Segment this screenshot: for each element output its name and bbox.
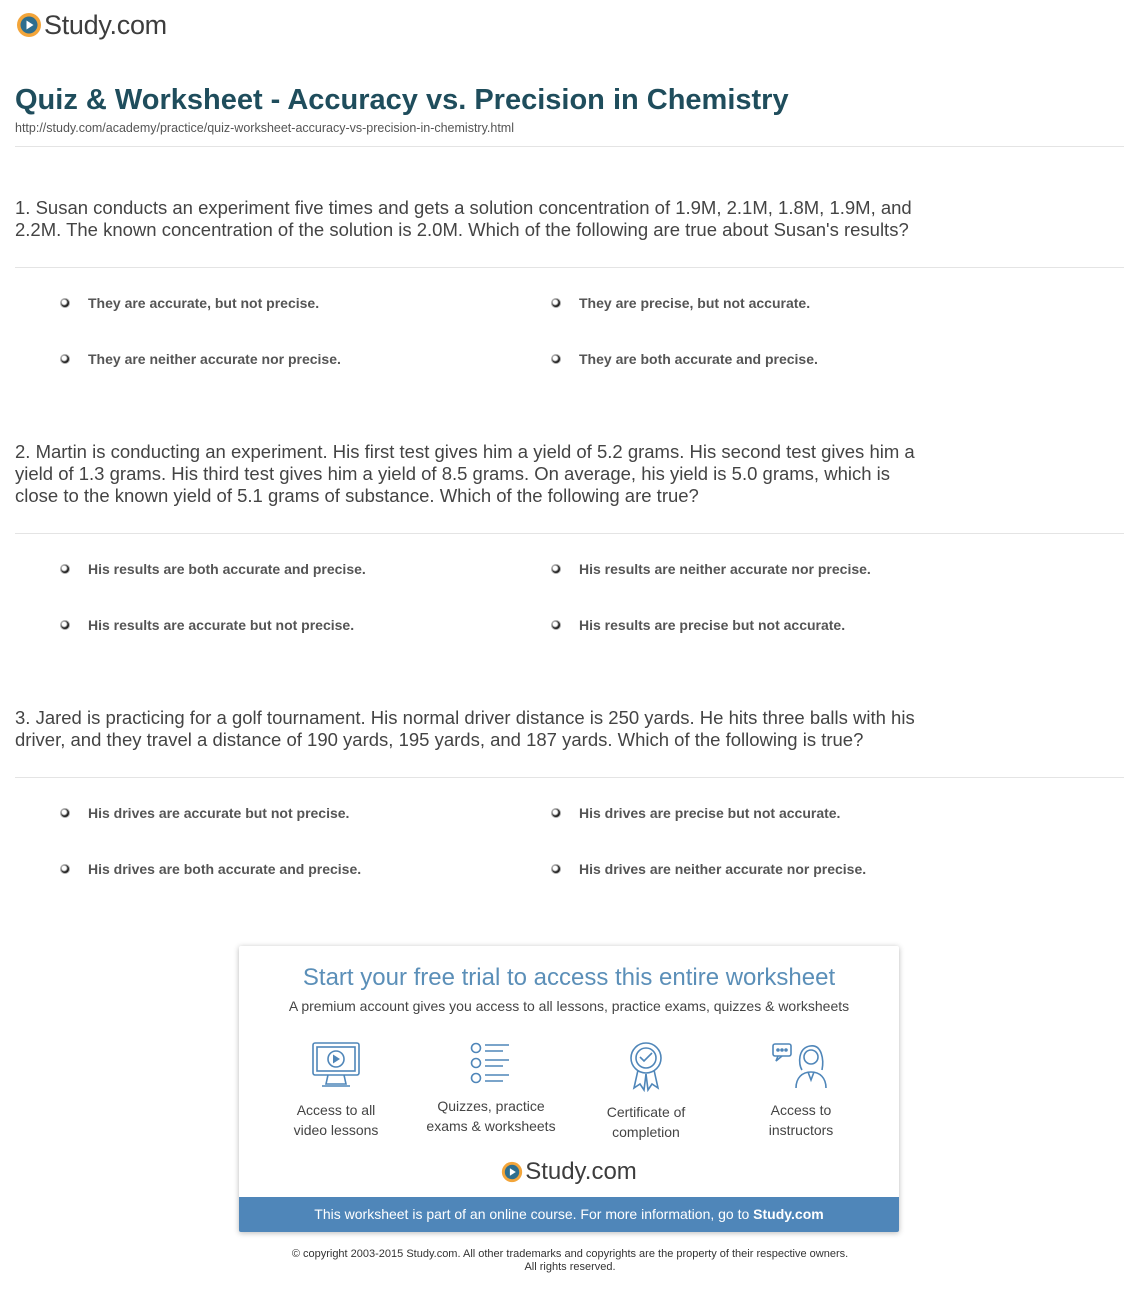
answer-label: They are precise, but not accurate. [579, 295, 811, 311]
answer-option[interactable] [551, 861, 866, 877]
answer-label: His drives are neither accurate nor precise. [579, 861, 867, 877]
answer-label: His drives are both accurate and precise. [88, 861, 362, 877]
question-1: 1. Susan conducts an experiment five times and gets a solution concentration of 1.9M, 2.1M, 1.8M, 1.9M, and 2.2M. The known concentration of the solution is 2.0M. Which of the following are true about Susan's results? [15, 197, 912, 240]
certificate-icon [626, 1040, 666, 1092]
course-info-bar [239, 1197, 899, 1232]
radio-button[interactable] [551, 564, 561, 574]
course-info-text: This worksheet is part of an online course. For more information, go to [314, 1206, 754, 1222]
radio-button[interactable] [60, 620, 70, 630]
radio-button[interactable] [60, 864, 70, 874]
answer-option[interactable] [60, 861, 361, 877]
answer-option[interactable] [60, 351, 341, 367]
page-url: http://study.com/academy/practice/quiz-worksheet-accuracy-vs-precision-in-chemistry.html [15, 121, 514, 135]
radio-button[interactable] [551, 864, 561, 874]
answer-label: His results are both accurate and precise. [88, 561, 366, 577]
feature-instructors [731, 1040, 871, 1140]
play-circle-icon [501, 1161, 523, 1183]
answer-label: His results are neither accurate nor precise. [579, 561, 871, 577]
divider [15, 533, 1124, 534]
answer-label: They are neither accurate nor precise. [88, 351, 341, 367]
radio-button[interactable] [551, 354, 561, 364]
video-lessons-icon [310, 1040, 362, 1090]
answer-option[interactable] [551, 351, 818, 367]
answer-option[interactable] [551, 617, 845, 633]
divider [15, 777, 1124, 778]
feature-label: Certificate of completion [606, 1104, 686, 1140]
feature-label: Access to all video lessons [293, 1102, 379, 1138]
radio-button[interactable] [60, 564, 70, 574]
study-link[interactable]: Study.com [753, 1206, 824, 1222]
answer-option[interactable] [551, 805, 840, 821]
question-2: 2. Martin is conducting an experiment. His first test gives him a yield of 5.2 grams. His second test gives him a yield of 1.3 grams. His third test gives him a yield of 8.5 grams. On average, his yield is 5.0 grams, which is close to the known yield of 5.1 grams of substance. Which of the following are true? [15, 441, 915, 506]
question-3: 3. Jared is practicing for a golf tournament. His normal driver distance is 250 yards. He hits three balls with his driver, and they travel a distance of 190 yards, 195 yards, and 187 yards. Which of the following is true? [15, 707, 915, 750]
rights-line: All rights reserved. [524, 1261, 616, 1273]
promo-subtitle: A premium account gives you access to all lessons, practice exams, quizzes & worksheets [288, 998, 850, 1014]
feature-label: Quizzes, practice exams & worksheets [426, 1098, 556, 1134]
answer-label: His results are accurate but not precise. [88, 617, 355, 633]
divider [15, 146, 1124, 147]
play-circle-icon [16, 12, 42, 38]
quiz-list-icon [469, 1040, 513, 1086]
feature-video-lessons [266, 1040, 406, 1140]
answer-option[interactable] [60, 295, 319, 311]
radio-button[interactable] [60, 298, 70, 308]
answer-label: His results are precise but not accurate. [579, 617, 846, 633]
instructor-icon [770, 1040, 832, 1090]
page-title: Quiz & Worksheet - Accuracy vs. Precision in Chemistry [15, 84, 789, 116]
answer-option[interactable] [60, 805, 349, 821]
radio-button[interactable] [60, 354, 70, 364]
promo-title[interactable]: Start your free trial to access this entire worksheet [302, 964, 836, 991]
copyright-line: © copyright 2003-2015 Study.com. All other trademarks and copyrights are the property of their respective owners. [291, 1248, 849, 1260]
radio-button[interactable] [60, 808, 70, 818]
feature-certificate [576, 1040, 716, 1142]
answer-option[interactable] [60, 561, 366, 577]
radio-button[interactable] [551, 298, 561, 308]
radio-button[interactable] [551, 620, 561, 630]
copyright-footer [0, 1248, 1140, 1274]
promo-logo-text: Study.com [525, 1158, 637, 1185]
answer-label: They are accurate, but not precise. [88, 295, 320, 311]
divider [15, 267, 1124, 268]
answer-label: His drives are accurate but not precise. [88, 805, 350, 821]
feature-quizzes [421, 1040, 561, 1136]
answer-label: His drives are precise but not accurate. [579, 805, 841, 821]
logo-text: Study.com [44, 10, 167, 40]
answer-option[interactable] [551, 295, 810, 311]
answer-option[interactable] [551, 561, 871, 577]
answer-option[interactable] [60, 617, 354, 633]
feature-label: Access to instructors [768, 1102, 834, 1138]
free-trial-promo [239, 946, 899, 1232]
study-logo[interactable] [16, 10, 167, 40]
promo-study-logo[interactable] [239, 1158, 899, 1186]
answer-label: They are both accurate and precise. [579, 351, 818, 367]
radio-button[interactable] [551, 808, 561, 818]
